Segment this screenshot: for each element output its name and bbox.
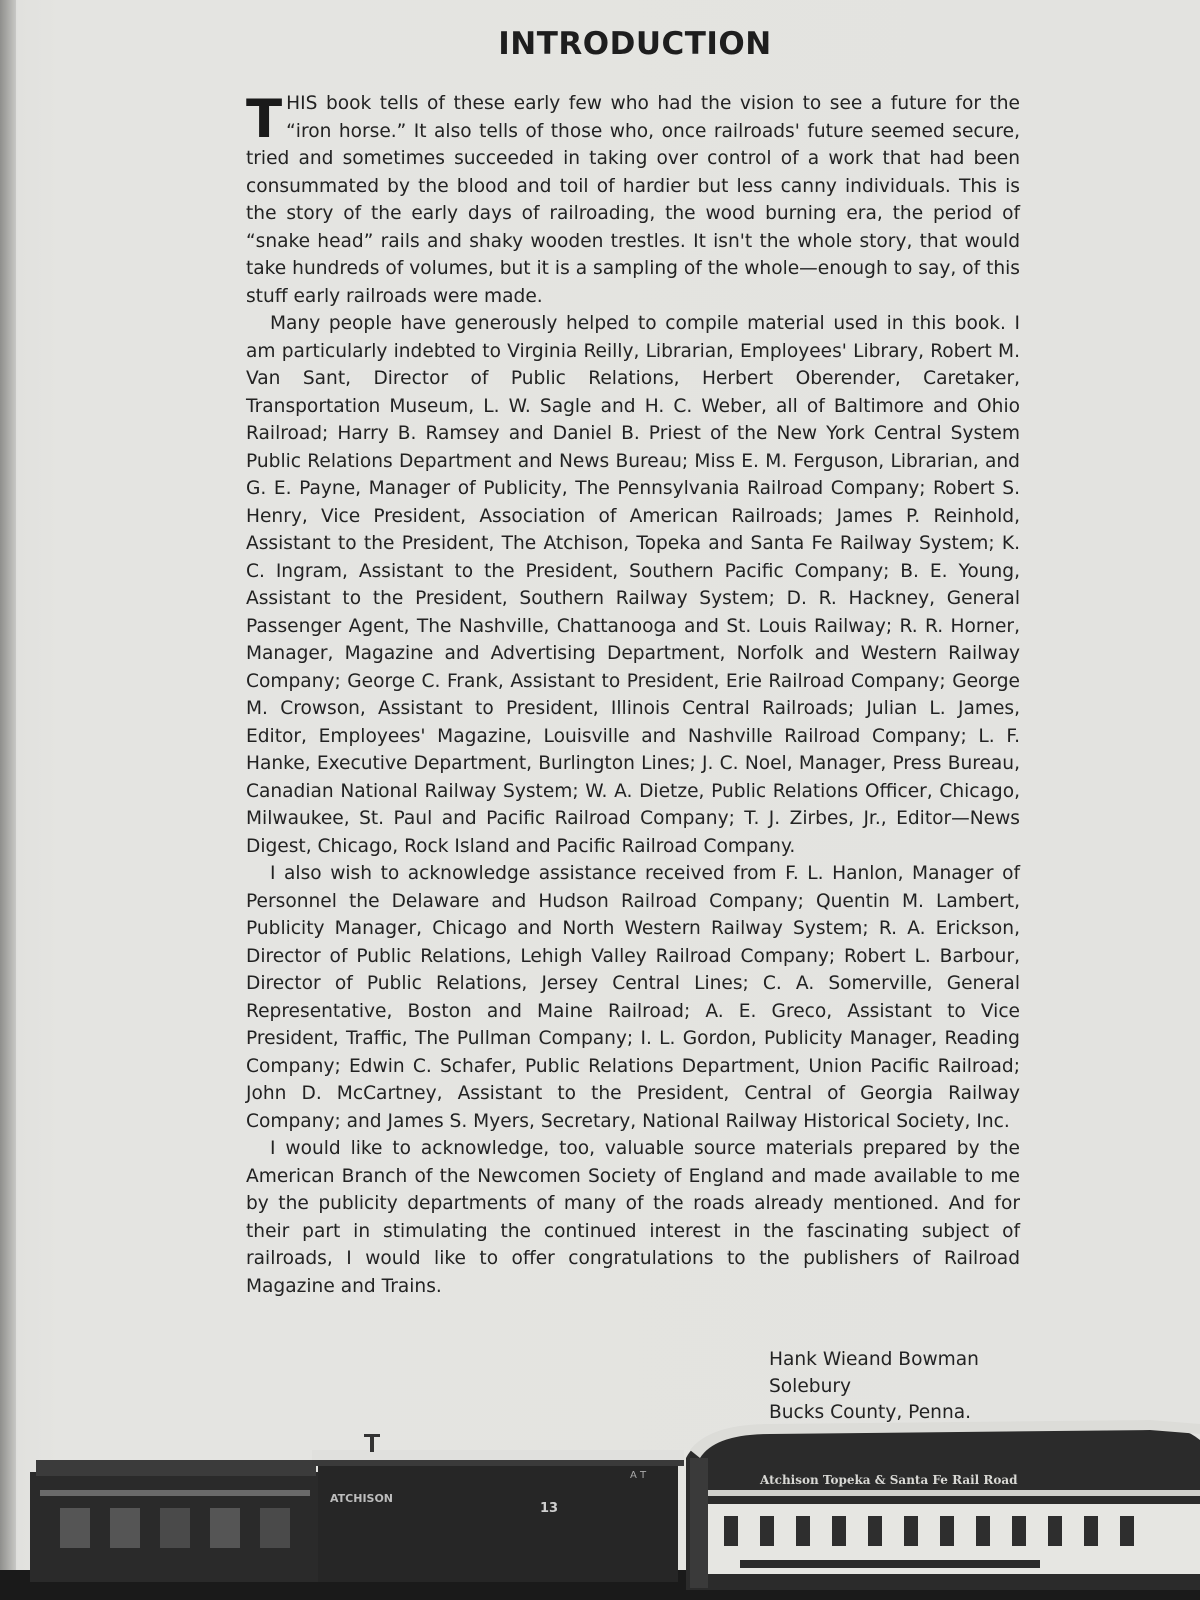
paragraph-1 <box>246 90 1020 310</box>
coach-front <box>690 1458 708 1588</box>
left-boxcar <box>30 1460 320 1582</box>
author-county: Bucks County, Penna. <box>769 1402 972 1423</box>
paragraph-4: I would like to acknowledge, too, valuable source materials prepared by the American Branch of the Newcomen Society of England and made available to me by the publicity departments of many of the roads already mentioned. And for their part in stimulating the continued interest in the fascinating subject of railroads, I would like to offer congratulations to the publishers of Railroad Magazine and Trains. <box>246 1138 1020 1297</box>
introduction-body <box>246 90 1020 1300</box>
paragraph-2: Many people have generously helped to compile material used in this book. I am particularly indebted to Virginia Reilly, Librarian, Employees' Library, Robert M. Van Sant, Director of Public Relations, Herbert Oberender, Caretaker, Transportation Museum, L. W. Sagle and H. C. Weber, all of Baltimore and Ohio Railroad; Harry B. Ramsey and Daniel B. Priest of the New York Central System Public Relations Department and News Bureau; Miss E. M. Ferguson, Librarian, and G. E. Payne, Manager of Publicity, The Pennsylvania Railroad Company; Robert S. Henry, Vice President, Association of American Railroads; James P. Reinhold, Assistant to the President, The Atchison, Topeka and Santa Fe Railway System; K. C. Ingram, Assistant to the President, Southern Pacific Company; B. E. Young, Assistant to the President, Southern Railway System; D. R. Hackney, General Passenger Agent, The Nashville, Chattanooga and St. Louis Railway; R. R. Horner, Manager, Magazine and Advertising Department, Norfolk and Western Railway Company; George C. Frank, Assistant to President, Erie Railroad Company; George M. Crowson, Assistant to President, Illinois Central Railroads; Julian L. James, Editor, Employees' Magazine, Louisville and Nashville Railroad Company; L. F. Hanke, Executive Department, Burlington Lines; J. C. Noel, Manager, Press Bureau, Canadian National Railway System; W. A. Dietze, Public Relations Officer, Chicago, Milwaukee, St. Paul and Pacific Railroad Company; T. J. Zirbes, Jr., Editor—News Digest, Chicago, Rock Island and Pacific Railroad Company. <box>246 313 1020 857</box>
author-town: Solebury <box>769 1375 852 1397</box>
author-name: Hank Wieand Bowman <box>769 1349 979 1370</box>
coach-lettering: Atchison Topeka & Santa Fe Rail Road <box>760 1473 1018 1487</box>
page-title: INTRODUCTION <box>498 26 772 62</box>
book-spine-shadow <box>0 0 16 1600</box>
train-illustration <box>0 1420 1200 1600</box>
drop-cap: T <box>246 89 283 150</box>
passenger-coach <box>686 1420 1200 1590</box>
car-number: 13 <box>540 1501 559 1516</box>
paragraph-1-text: HIS book tells of these early few who had the vision to see a future for the “iron horse.” It also tells of those who, once railroads' future seemed secure, tried and sometimes succeeded in taking over control of a work that had been consummated by the blood and toil of hardier but less canny individuals. This is the story of the early days of railroading, the wood burning era, the period of “snake head” rails and shaky wooden trestles. It isn't the whole story, that would take hundreds of volumes, but it is a sampling of the whole—enough to say, of this stuff early railroads were made. <box>246 93 1020 307</box>
roof-lettering: A T <box>630 1470 647 1481</box>
author-signature <box>769 1347 979 1427</box>
left-car-lettering: ATCHISON <box>330 1492 394 1505</box>
paragraph-3: I also wish to acknowledge assistance received from F. L. Hanlon, Manager of Personnel the Delaware and Hudson Railroad Company; Quentin M. Lambert, Publicity Manager, Chicago and North Western Railway System; R. A. Erickson, Director of Public Relations, Lehigh Valley Railroad Company; Robert L. Barbour, Director of Public Relations, Jersey Central Lines; C. A. Somerville, General Representative, Boston and Maine Railroad; A. E. Greco, Assistant to Vice President, Traffic, The Pullman Company; I. L. Gordon, Publicity Manager, Reading Company; Edwin C. Schafer, Public Relations Department, Union Pacific Railroad; John D. McCartney, Assistant to the President, Central of Georgia Railway Company; and James S. Myers, Secretary, National Railway Historical Society, Inc. <box>246 863 1020 1132</box>
middle-car <box>312 1434 684 1582</box>
